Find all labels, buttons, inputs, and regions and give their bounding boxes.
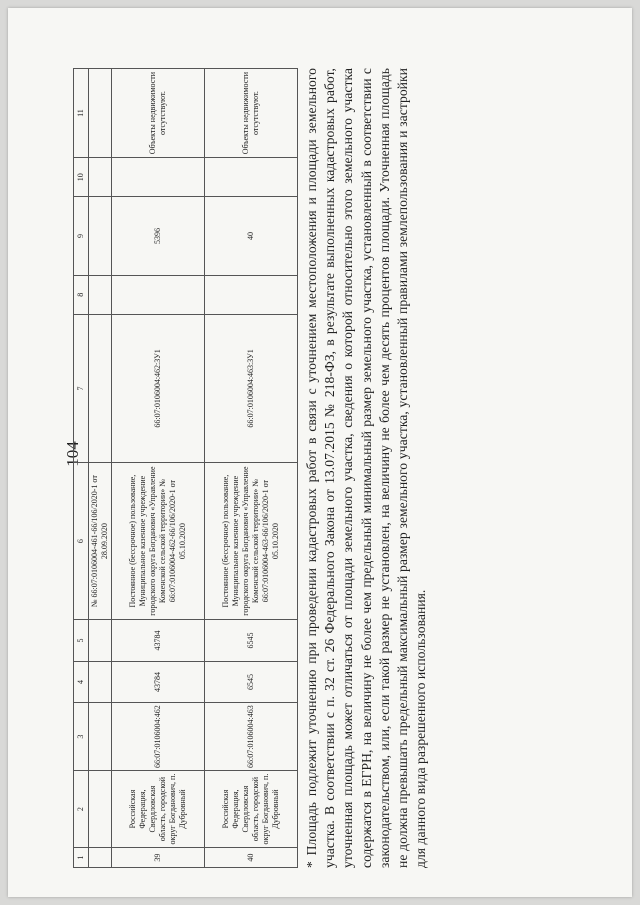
- address-cell: Российская Федерация, Свердловская область, городской округ Богданович, п. Дубровный: [205, 770, 298, 847]
- area-declared-cell: 6545: [205, 661, 298, 703]
- table-header-row: [74, 69, 89, 868]
- objects-cell: Объекты недвижимости отсутствуют.: [112, 69, 205, 158]
- col8-cell: [205, 275, 298, 314]
- new-number-cell: 66:07:0106004:462:ЗУ1: [112, 314, 205, 462]
- header-cell: 8: [74, 275, 89, 314]
- col9-cell: 5396: [112, 197, 205, 275]
- header-cell: 2: [74, 770, 89, 847]
- address-cell: Российская Федерация, Свердловская область, городской округ Богданович, п. Дубровный: [112, 770, 205, 847]
- header-cell: 9: [74, 197, 89, 275]
- area-declared-cell: 43784: [112, 661, 205, 703]
- objects-cell: Объекты недвижимости отсутствуют.: [205, 69, 298, 158]
- table-row: [205, 69, 298, 868]
- page-number: 104: [62, 441, 82, 467]
- header-cell: 5: [74, 620, 89, 662]
- header-cell: 6: [74, 463, 89, 620]
- table-row: [112, 69, 205, 868]
- header-cell: 11: [74, 69, 89, 158]
- col8-cell: [112, 275, 205, 314]
- row-number-cell: 40: [205, 848, 298, 868]
- new-number-cell: 66:07:0106004:463:ЗУ1: [205, 314, 298, 462]
- rights-cell: Постоянное (бессрочное) пользование, Муниципальное казенное учреждение городского округа Богданович «Управление Коменской сельской территории» № 66:07:0106004-462-66/106/2020-1 от 05.10.2020: [112, 463, 205, 620]
- col10-cell: [112, 158, 205, 197]
- header-cell: 4: [74, 661, 89, 703]
- cadastral-number-cell: 66:07:0106004:463: [205, 703, 298, 771]
- header-cell: 1: [74, 848, 89, 868]
- footnote: [303, 68, 430, 868]
- header-cell: 7: [74, 314, 89, 462]
- header-cell: 3: [74, 703, 89, 771]
- rotated-content: [73, 68, 633, 868]
- area-refined-cell: 43784: [112, 620, 205, 662]
- footnote-text: * Площадь подлежит уточнению при проведении кадастровых работ в связи с уточнением местоположения и площади земельного участка. В соответствии с п. 32 ст. 26 Федерального Закона от 13.07.2015 № 218-ФЗ, в результате выполненных кадастровых работ, уточненная площадь может отличаться от площади земельного участка, сведения о которой относительно этого земельного участка содержатся в ЕГРН, на величину не более чем предельный минимальный размер земельного участка, установленный в соответствии с законодательством, или, если такой размер не установлен, на величину не более чем десять процентов площади. Уточненная площадь не должна превышать предельный максимальный размер земельного участка, установленный правилами землепользования и застройки для данного вида разрешенного использования.: [304, 68, 429, 868]
- land-plots-table: [73, 68, 298, 868]
- col9-cell: 40: [205, 197, 298, 275]
- col10-cell: [205, 158, 298, 197]
- rights-cell: Постоянное (бессрочное) пользование, Муниципальное казенное учреждение городского округа Богданович «Управление Коменской сельской территории» № 66:07:0106004-463-66/106/2020-1 от 05.10.2020: [205, 463, 298, 620]
- area-refined-cell: 6545: [205, 620, 298, 662]
- continuation-cell: № 66:07:0106004-461-66/106/2020-1 от 28.09.2020: [89, 463, 112, 620]
- header-cell: 10: [74, 158, 89, 197]
- cadastral-number-cell: 66:07:0106004:462: [112, 703, 205, 771]
- document-page: [8, 8, 632, 897]
- table-continuation-row: [89, 69, 112, 868]
- row-number-cell: 39: [112, 848, 205, 868]
